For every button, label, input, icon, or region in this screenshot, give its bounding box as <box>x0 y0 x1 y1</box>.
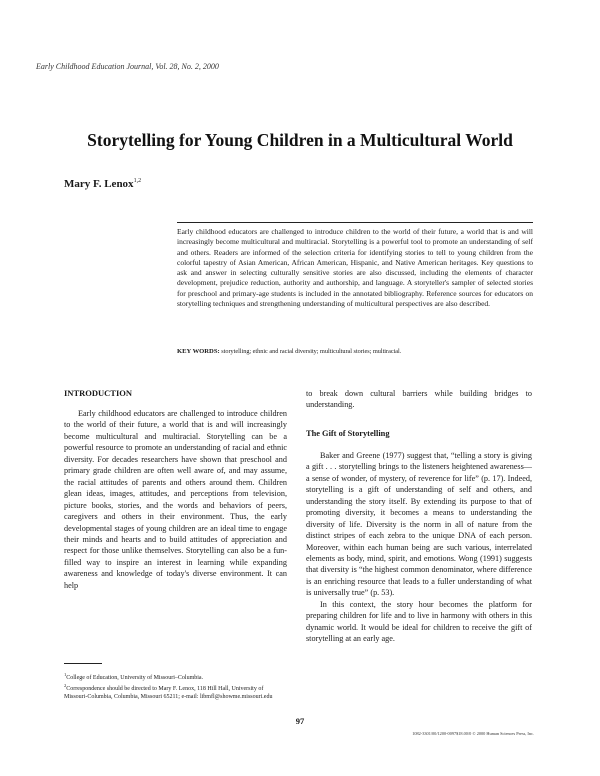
footnote-2-text: Correspondence should be directed to Mary F. Lenox, 118 Hill Hall, University of Missouri-Columbia, Columbia, Missouri 65211; e-mail: libmfl@showme.missouri.edu <box>64 686 273 701</box>
author-line <box>64 178 141 190</box>
abstract: Early childhood educators are challenged to introduce children to the world of their future, a world that is and will increasingly become multicultural and multiracial. Storytelling is a powerful tool to promote an understanding of self and others. Readers are informed of the selection criteria for identifying stories to tell to young children from the colorful tapestry of Asian American, African American, Hispanic, and Native American heritages. Key questions to ask and answer in selecting culturally sensitive stories are also discussed, including the elements of character development, prejudice reduction, authority and authorship, and language. A storyteller's sampler of selected stories for preschool and primary-age students is included in the annotated bibliography. Reference sources for educators on storytelling techniques and strengthening understanding of multicultural perspectives are also described. <box>177 227 533 309</box>
abstract-divider <box>177 222 533 223</box>
footnote-1 <box>64 671 288 682</box>
introduction-continuation: to break down cultural barriers while building bridges to understanding. <box>306 389 532 410</box>
introduction-heading: INTRODUCTION <box>64 388 133 398</box>
author-affiliation-marks: 1,2 <box>133 178 142 184</box>
page-number: 97 <box>295 716 305 726</box>
footnote-divider <box>64 663 102 664</box>
keywords-text: storytelling; ethnic and racial diversity; multicultural stories; multiracial. <box>221 348 402 355</box>
author-name: Mary F. Lenox <box>64 178 134 190</box>
footnote-1-mark: 1 <box>64 672 67 677</box>
footnote-2-mark: 2 <box>64 683 67 689</box>
footnotes <box>64 671 288 702</box>
right-column <box>306 388 532 645</box>
gift-paragraph-1: Baker and Greene (1977) suggest that, “telling a story is giving a gift . . . storytelling brings to the listeners heightened awareness—a sense of wonder, of mystery, of reverence for life” (p. 17). Indeed, storytelling is a gift of understanding of self and others, and understanding the story itself. By extending its purpose to that of promoting diversity, it becomes a means to understanding the diversity of life. Diversity is the norm in all of nature from the distinct stripes of each zebra to the unique DNA of each person. Moreover, within each human being are such various, interrelated elements as body, mind, spirit, and emotions. Wong (1991) suggests that diversity is “the highest common denominator, where difference is an enriching resource that leads to a fuller understanding of what is universally true” (p. 53). <box>306 450 532 598</box>
copyright-line: 1082-3301/00/1200-0097$18.00/0 © 2000 Human Sciences Press, Inc. <box>412 731 534 736</box>
footnote-1-text: College of Education, University of Missouri–Columbia. <box>66 675 204 681</box>
left-column <box>64 388 287 591</box>
article-title: Storytelling for Young Children in a Multicultural World <box>87 130 513 150</box>
keywords <box>177 348 533 355</box>
introduction-paragraph: Early childhood educators are challenged to introduce children to the world of their future, a world that is and will increasingly become multicultural and multiracial. Storytelling can be a powerful resource to promote an understanding of racial and ethnic diversity. For decades researchers have shown that preschool and primary grade children are often well aware of, and may assume, the racial attitudes of parents and others around them. Children glean ideas, images, attitudes, and perceptions from television, picture books, stories, and the words and behaviors of peers, caregivers and others in their environment. Thus, the early developmental stages of young children are an ideal time to engage their minds and hearts and to build attitudes of appreciation and respect for those unlike themselves. Storytelling can also be a fun-filled way to inspire an interest in learning while expanding awareness and knowledge of today's diverse environment. It can help <box>64 409 287 590</box>
gift-paragraph-2: In this context, the story hour becomes the platform for preparing children for life and to live in harmony with others in this dynamic world. It would be ideal for children to receive the gift of storytelling at an early age. <box>306 599 532 644</box>
keywords-label: KEY WORDS: <box>177 348 220 355</box>
journal-citation: Early Childhood Education Journal, Vol. 28, No. 2, 2000 <box>36 62 219 71</box>
gift-of-storytelling-heading: The Gift of Storytelling <box>306 428 390 438</box>
footnote-2 <box>64 682 288 701</box>
